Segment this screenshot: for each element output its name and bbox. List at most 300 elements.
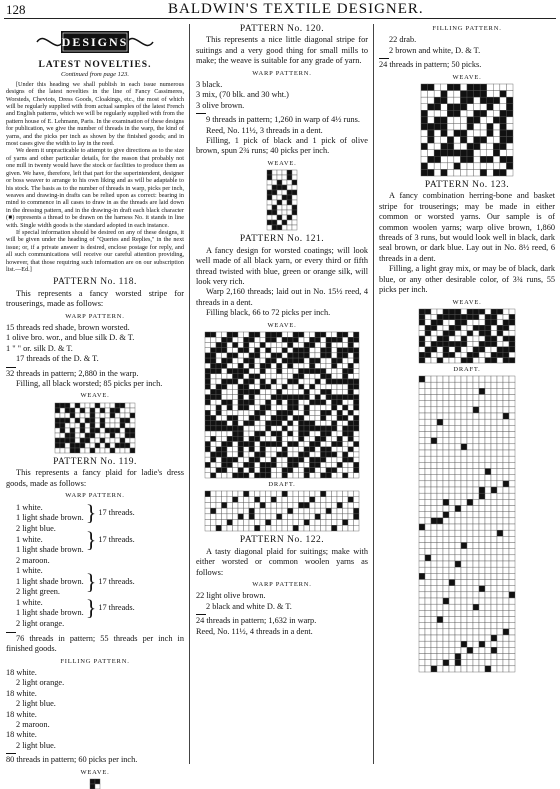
rule (6, 367, 16, 368)
grid-cell (485, 617, 491, 623)
grid-cell (105, 443, 110, 448)
grid-cell (485, 654, 491, 660)
grid-cell (491, 419, 497, 425)
grid-cell (500, 156, 507, 163)
grid-cell (277, 514, 283, 520)
grid-cell (455, 641, 461, 647)
grid-cell (304, 426, 310, 431)
grid-cell (216, 421, 222, 426)
grid-cell (437, 561, 443, 567)
grid-cell (282, 332, 288, 337)
grid-cell (255, 426, 261, 431)
grid-cell (205, 342, 211, 347)
grid-cell (299, 436, 305, 441)
warp-line: 1 " " or. silk D. & T. (6, 343, 73, 353)
grid-cell (216, 526, 222, 532)
grid-cell (479, 314, 485, 319)
grid-cell (425, 376, 431, 382)
grid-cell (304, 374, 310, 379)
grid-cell (503, 493, 509, 499)
warp-line: 2 light blue. (16, 524, 56, 534)
grid-cell (332, 358, 338, 363)
grid-cell (293, 491, 299, 497)
grid-cell (120, 443, 125, 448)
grid-cell (282, 452, 288, 457)
grid-cell (354, 447, 360, 452)
grid-cell (205, 491, 211, 497)
grid-cell (425, 444, 431, 450)
grid-cell (467, 580, 473, 586)
grid-cell (238, 503, 244, 509)
grid-cell (255, 497, 261, 503)
grid-cell (467, 561, 473, 567)
grid-cell (95, 413, 100, 418)
grid-cell (419, 481, 425, 487)
grid-cell (222, 368, 228, 373)
grid-cell (310, 410, 316, 415)
grid-cell (238, 514, 244, 520)
grid-cell (70, 433, 75, 438)
grid-cell (485, 629, 491, 635)
grid-cell (315, 353, 321, 358)
grid-cell (437, 660, 443, 666)
grid-cell (497, 635, 503, 641)
grid-cell (491, 666, 497, 672)
grid-cell (449, 537, 455, 543)
grid-cell (293, 400, 299, 405)
grid-cell (460, 91, 467, 98)
grid-cell (491, 450, 497, 456)
grid-cell (509, 635, 515, 641)
filling-note: Filling, all black worsted; 85 picks per inch. (16, 379, 163, 389)
grid-cell (493, 123, 500, 130)
grid-cell (304, 514, 310, 520)
grid-cell (509, 314, 515, 319)
grid-cell (233, 358, 239, 363)
grid-cell (244, 447, 250, 452)
draft-diagram-121 (205, 491, 359, 531)
grid-cell (497, 336, 503, 341)
grid-cell (282, 384, 288, 389)
grid-cell (425, 512, 431, 518)
grid-cell (455, 524, 461, 530)
grid-cell (277, 520, 283, 526)
grid-cell (419, 580, 425, 586)
grid-cell (500, 163, 507, 170)
grid-cell (205, 426, 211, 431)
grid-cell (443, 623, 449, 629)
grid-cell (293, 395, 299, 400)
grid-cell (425, 561, 431, 567)
grid-cell (227, 389, 233, 394)
grid-cell (277, 190, 282, 195)
grid-cell (315, 431, 321, 436)
grid-cell (443, 574, 449, 580)
grid-cell (419, 617, 425, 623)
grid-cell (491, 604, 497, 610)
grid-cell (467, 331, 473, 336)
grid-cell (332, 342, 338, 347)
grid-cell (473, 567, 479, 573)
grid-cell (293, 473, 299, 478)
grid-cell (271, 457, 277, 462)
grid-cell (321, 400, 327, 405)
warp-heading: WARP PATTERN. (252, 580, 312, 588)
grid-cell (485, 561, 491, 567)
grid-cell (480, 97, 487, 104)
grid-cell (437, 469, 443, 475)
grid-cell (115, 438, 120, 443)
grid-cell (260, 363, 266, 368)
grid-cell (343, 526, 349, 532)
grid-cell (455, 325, 461, 330)
grid-cell (437, 641, 443, 647)
grid-cell (497, 567, 503, 573)
grid-cell (354, 491, 360, 497)
grid-cell (238, 426, 244, 431)
grid-cell (491, 530, 497, 536)
grid-cell (509, 481, 515, 487)
grid-cell (260, 457, 266, 462)
grid-cell (277, 405, 283, 410)
grid-cell (425, 660, 431, 666)
grid-cell (299, 503, 305, 509)
grid-cell (288, 447, 294, 452)
grid-cell (437, 623, 443, 629)
filling-note: Filling black, 66 to 72 picks per inch. (206, 308, 331, 318)
grid-cell (434, 84, 441, 91)
grid-cell (260, 436, 266, 441)
grid-cell (443, 487, 449, 493)
grid-cell (222, 363, 228, 368)
grid-cell (110, 418, 115, 423)
grid-cell (299, 508, 305, 514)
grid-cell (315, 368, 321, 373)
grid-cell (497, 389, 503, 395)
grid-cell (260, 497, 266, 503)
grid-cell (233, 353, 239, 358)
grid-cell (249, 436, 255, 441)
grid-cell (332, 337, 338, 342)
grid-cell (105, 403, 110, 408)
grid-cell (205, 462, 211, 467)
grid-cell (473, 629, 479, 635)
grid-cell (479, 543, 485, 549)
grid-cell (467, 598, 473, 604)
grid-cell (443, 389, 449, 395)
grid-cell (348, 457, 354, 462)
grid-cell (343, 389, 349, 394)
grid-cell (70, 408, 75, 413)
grid-cell (354, 473, 360, 478)
grid-cell (503, 331, 509, 336)
grid-cell (467, 586, 473, 592)
grid-cell (337, 405, 343, 410)
grid-cell (461, 648, 467, 654)
grid-cell (332, 447, 338, 452)
grid-cell (115, 418, 120, 423)
grid-cell (491, 567, 497, 573)
grid-cell (425, 629, 431, 635)
grid-cell (431, 336, 437, 341)
grid-cell (277, 379, 283, 384)
grid-cell (461, 314, 467, 319)
grid-cell (288, 379, 294, 384)
grid-cell (497, 331, 503, 336)
grid-cell (227, 395, 233, 400)
grid-cell (277, 205, 282, 210)
grid-cell (449, 617, 455, 623)
grid-cell (343, 395, 349, 400)
grid-cell (491, 407, 497, 413)
grid-cell (348, 384, 354, 389)
grid-cell (479, 629, 485, 635)
rule (196, 113, 206, 114)
grid-cell (304, 441, 310, 446)
grid-cell (326, 410, 332, 415)
grid-cell (354, 332, 360, 337)
grid-cell (503, 524, 509, 530)
grid-cell (255, 363, 261, 368)
grid-cell (431, 530, 437, 536)
grid-cell (506, 84, 513, 91)
grid-cell (461, 493, 467, 499)
grid-cell (455, 395, 461, 401)
grid-cell (233, 468, 239, 473)
grid-cell (348, 514, 354, 520)
grid-cell (419, 641, 425, 647)
grid-cell (467, 487, 473, 493)
grid-cell (205, 473, 211, 478)
grid-cell (233, 421, 239, 426)
grid-cell (244, 353, 250, 358)
grid-cell (419, 401, 425, 407)
grid-cell (480, 163, 487, 170)
grid-cell (473, 401, 479, 407)
grid-cell (503, 561, 509, 567)
grid-cell (287, 215, 292, 220)
grid-cell (277, 497, 283, 503)
grid-cell (332, 457, 338, 462)
grid-cell (503, 617, 509, 623)
grid-cell (509, 401, 515, 407)
grid-cell (455, 419, 461, 425)
grid-cell (503, 623, 509, 629)
grid-cell (437, 463, 443, 469)
grid-cell (455, 623, 461, 629)
grid-cell (216, 337, 222, 342)
grid-cell (216, 462, 222, 467)
grid-cell (503, 463, 509, 469)
grid-cell (480, 156, 487, 163)
grid-cell (321, 473, 327, 478)
grid-cell (244, 426, 250, 431)
brace: } (85, 500, 97, 526)
grid-cell (443, 419, 449, 425)
grid-cell (491, 320, 497, 325)
grid-cell (100, 428, 105, 433)
grid-cell (431, 419, 437, 425)
grid-cell (337, 447, 343, 452)
grid-cell (211, 457, 217, 462)
grid-cell (282, 431, 288, 436)
grid-cell (491, 524, 497, 530)
grid-cell (491, 537, 497, 543)
grid-cell (473, 481, 479, 487)
grid-cell (125, 433, 130, 438)
grid-cell (437, 666, 443, 672)
grid-cell (65, 428, 70, 433)
grid-cell (266, 436, 272, 441)
grid-cell (310, 520, 316, 526)
grid-cell (287, 210, 292, 215)
grid-cell (461, 382, 467, 388)
grid-cell (441, 84, 448, 91)
grid-cell (233, 415, 239, 420)
grid-cell (348, 342, 354, 347)
grid-cell (332, 379, 338, 384)
grid-cell (227, 374, 233, 379)
grid-cell (473, 549, 479, 555)
grid-cell (238, 389, 244, 394)
grid-cell (332, 348, 338, 353)
grid-cell (443, 617, 449, 623)
grid-cell (211, 342, 217, 347)
grid-cell (455, 654, 461, 660)
grid-cell (497, 648, 503, 654)
grid-cell (255, 379, 261, 384)
grid-cell (354, 342, 360, 347)
grid-cell (503, 432, 509, 438)
grid-cell (467, 481, 473, 487)
grid-cell (479, 419, 485, 425)
grid-cell (233, 337, 239, 342)
grid-cell (454, 150, 461, 157)
grid-cell (337, 514, 343, 520)
grid-cell (304, 400, 310, 405)
grid-cell (434, 104, 441, 111)
grid-cell (216, 332, 222, 337)
rule (6, 632, 16, 633)
grid-cell (491, 309, 497, 314)
grid-cell (500, 104, 507, 111)
grid-cell (70, 428, 75, 433)
grid-cell (425, 493, 431, 499)
grid-cell (473, 389, 479, 395)
grid-cell (449, 493, 455, 499)
grid-cell (480, 130, 487, 137)
grid-cell (255, 337, 261, 342)
grid-cell (509, 611, 515, 617)
grid-cell (211, 358, 217, 363)
grid-cell (431, 401, 437, 407)
grid-cell (441, 123, 448, 130)
grid-cell (503, 444, 509, 450)
grid-cell (125, 423, 130, 428)
grid-cell (337, 410, 343, 415)
grid-cell (509, 358, 515, 363)
grid-cell (249, 462, 255, 467)
rule (379, 58, 389, 59)
grid-cell (205, 379, 211, 384)
grid-cell (277, 363, 283, 368)
grid-cell (205, 508, 211, 514)
grid-cell (441, 150, 448, 157)
grid-cell (321, 405, 327, 410)
grid-cell (431, 586, 437, 592)
grid-cell (491, 580, 497, 586)
grid-cell (266, 363, 272, 368)
grid-cell (211, 468, 217, 473)
grid-cell (431, 341, 437, 346)
grid-cell (125, 408, 130, 413)
grid-cell (443, 641, 449, 647)
grid-cell (467, 611, 473, 617)
grid-cell (222, 503, 228, 509)
grid-cell (233, 384, 239, 389)
grid-cell (479, 475, 485, 481)
grid-cell (473, 469, 479, 475)
grid-cell (449, 654, 455, 660)
grid-cell (315, 415, 321, 420)
grid-cell (493, 137, 500, 144)
grid-cell (485, 500, 491, 506)
grid-cell (255, 342, 261, 347)
grid-cell (455, 463, 461, 469)
grid-cell (310, 368, 316, 373)
grid-cell (75, 408, 80, 413)
grid-cell (293, 332, 299, 337)
grid-cell (244, 491, 250, 497)
grid-cell (95, 433, 100, 438)
grid-cell (500, 97, 507, 104)
grid-cell (277, 491, 283, 497)
grid-cell (105, 413, 110, 418)
grid-cell (321, 520, 327, 526)
grid-cell (299, 400, 305, 405)
grid-cell (222, 348, 228, 353)
grid-cell (292, 180, 297, 185)
grid-cell (271, 503, 277, 509)
grid-cell (449, 401, 455, 407)
grid-cell (343, 431, 349, 436)
warp-line: 2 light green. (16, 586, 61, 596)
grid-cell (233, 431, 239, 436)
grid-cell (288, 332, 294, 337)
grid-cell (461, 407, 467, 413)
grid-cell (277, 447, 283, 452)
grid-cell (343, 415, 349, 420)
grid-cell (354, 431, 360, 436)
grid-cell (421, 163, 428, 170)
grid-cell (267, 195, 272, 200)
intro-paragraph: If special information should be desired on any of these designs, it will be given under the heading of "Queries and Replies," in the next issue; or, if a private answer is desired, enclose postage for reply, and all such communications will receive our careful attention providing, however, that those requiring such information are on our subscription list.—Ed.] (6, 228, 184, 273)
grid-cell (437, 352, 443, 357)
grid-cell (282, 368, 288, 373)
grid-cell (211, 332, 217, 337)
grid-cell (222, 457, 228, 462)
grid-cell (419, 500, 425, 506)
grid-cell (227, 379, 233, 384)
grid-cell (431, 456, 437, 462)
grid-cell (343, 384, 349, 389)
grid-cell (299, 431, 305, 436)
reed-note: Reed, No. 11½, 3 threads in a dent. (206, 125, 323, 135)
grid-cell (304, 520, 310, 526)
grid-cell (216, 405, 222, 410)
grid-cell (282, 195, 287, 200)
grid-cell (125, 403, 130, 408)
